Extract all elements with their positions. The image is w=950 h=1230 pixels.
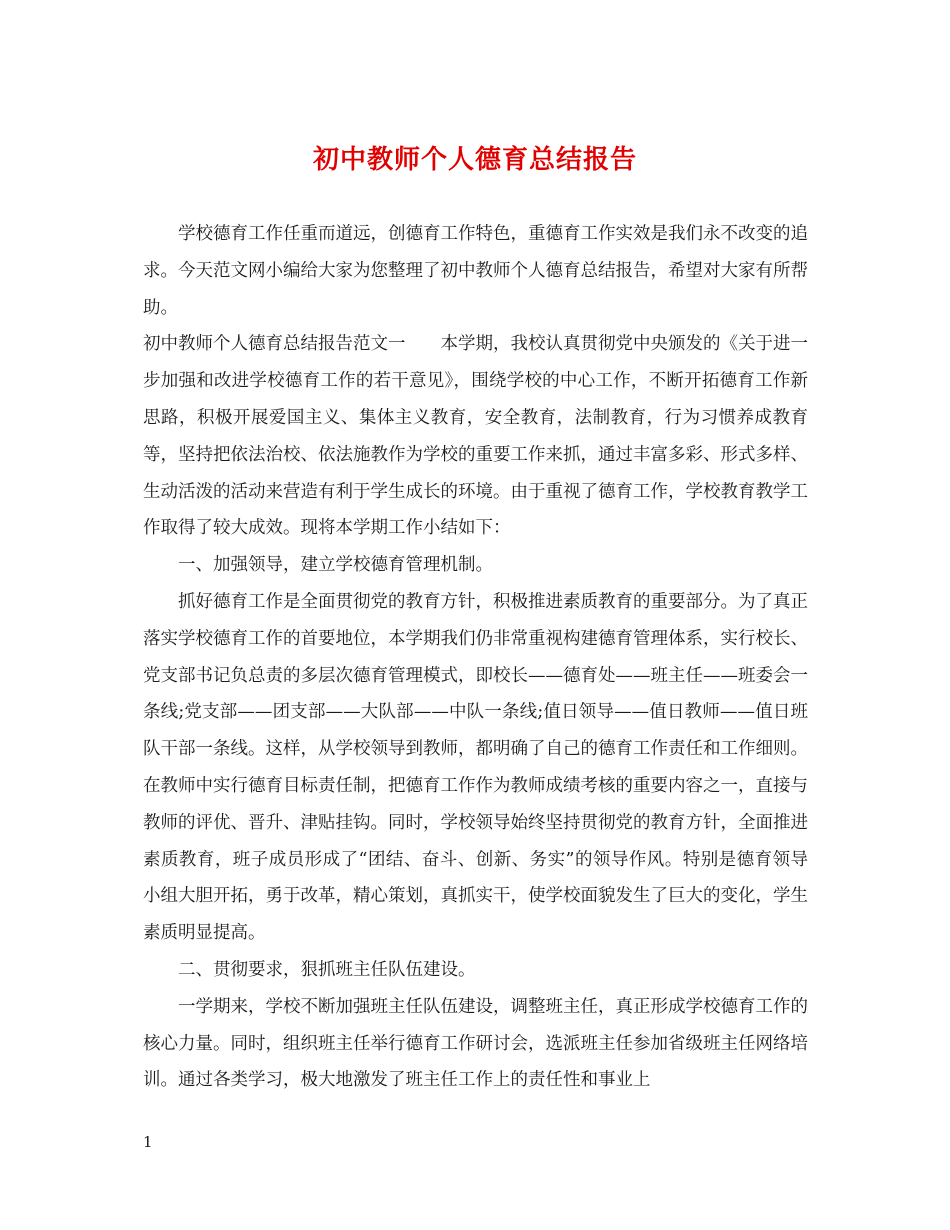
page-number: 1 [143, 1133, 153, 1151]
section-heading-one: 一、加强领导，建立学校德育管理机制。 [178, 555, 493, 576]
section-heading-two: 二、贯彻要求，狠抓班主任队伍建设。 [178, 959, 476, 980]
document-body [143, 216, 808, 1099]
paragraph-section-two: 一学期来，学校不断加强班主任队伍建设，调整班主任，真正形成学校德育工作的核心力量。同时，组织班主任举行德育工作研讨会，选派班主任参加省级班主任网络培训。通过各类学习，极大地激发了班主任工作上的责任性和事业上 [143, 996, 808, 1091]
paragraph-sample-one: 初中教师个人德育总结报告范文一 本学期，我校认真贯彻党中央颁发的《关于进一步加强和改进学校德育工作的若干意见》，围绕学校的中心工作，不断开拓德育工作新思路，积极开展爱国主义、集体主义教育，安全教育，法制教育，行为习惯养成教育等，坚持把依法治校、依法施教作为学校的重要工作来抓，通过丰富多彩、形式多样、生动活泼的活动来营造有利于学生成长的环境。由于重视了德育工作，学校教育教学工作取得了较大成效。现将本学期工作小结如下： [143, 334, 808, 539]
document-title: 初中教师个人德育总结报告 [312, 145, 637, 175]
paragraph-section-one: 抓好德育工作是全面贯彻党的教育方针，积极推进素质教育的重要部分。为了真正落实学校德育工作的首要地位，本学期我们仍非常重视构建德育管理体系，实行校长、党支部书记负总责的多层次德育管理模式，即校长——德育处——班主任——班委会一条线;党支部——团支部——大队部——中队一条线;值日领导——值日教师——值日班队干部一条线。这样，从学校领导到教师，都明确了自己的德育工作责任和工作细则。在教师中实行德育目标责任制，把德育工作作为教师成绩考核的重要内容之一，直接与教师的评优、晋升、津贴挂钩。同时，学校领导始终坚持贯彻党的教育方针，全面推进素质教育，班子成员形成了“团结、奋斗、创新、务实”的领导作风。特别是德育领导小组大胆开拓，勇于改革，精心策划，真抓实干，使学校面貌发生了巨大的变化，学生素质明显提高。 [143, 591, 808, 944]
paragraph-intro: 学校德育工作任重而道远，创德育工作特色，重德育工作实效是我们永不改变的追求。今天范文网小编给大家为您整理了初中教师个人德育总结报告，希望对大家有所帮助。 [143, 224, 808, 318]
